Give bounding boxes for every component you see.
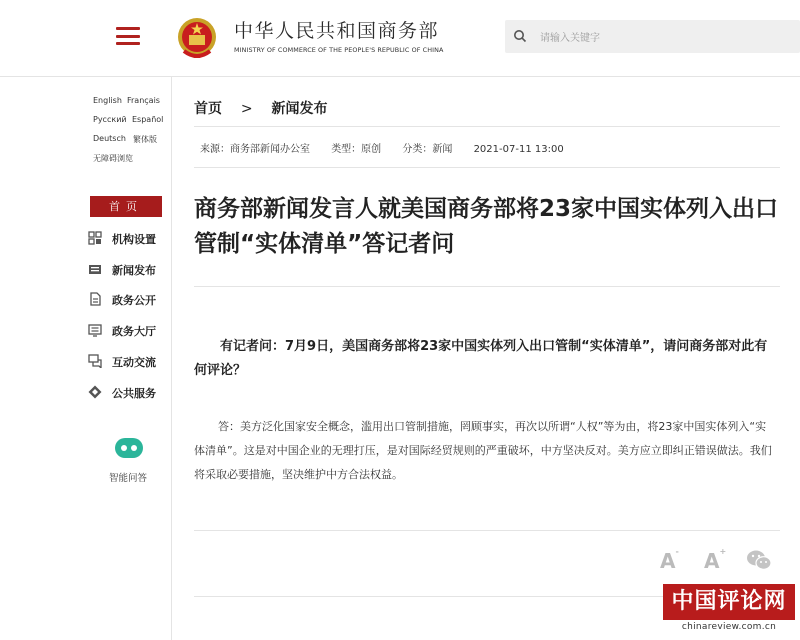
lang-traditional[interactable]: 繁体版: [133, 135, 157, 144]
meta-category: 分类：新闻: [402, 144, 453, 155]
font-larger-button[interactable]: [704, 549, 726, 573]
sidebar-item-label: 政务大厅: [112, 325, 156, 338]
search-icon[interactable]: [513, 29, 527, 43]
font-smaller-label: A: [660, 549, 676, 573]
sidebar-item-label: 公共服务: [112, 387, 156, 400]
breadcrumb: [194, 98, 341, 118]
wechat-icon[interactable]: [746, 549, 772, 571]
lang-russian[interactable]: Русский: [93, 115, 127, 124]
document-icon: [88, 292, 102, 306]
sidebar-divider: [171, 77, 172, 640]
lang-english[interactable]: English: [93, 96, 122, 105]
article-answer: 答：美方泛化国家安全概念，滥用出口管制措施，罔顾事实，再次以所谓“人权”等为由，将23家中国实体列入“实体清单”。这是对中国企业的无理打压，是对国际经贸规则的严重破坏，中方坚决反对。美方应立即纠正错误做法。我们将采取必要措施，坚决维护中方合法权益。: [194, 420, 772, 481]
chat-icon: [88, 354, 102, 368]
lang-french[interactable]: Français: [127, 96, 160, 105]
lang-accessible[interactable]: 无障碍浏览: [93, 154, 133, 163]
sidebar-item-label: 互动交流: [112, 356, 156, 369]
hall-icon: [88, 323, 102, 337]
sidebar-item-label: 新闻发布: [112, 264, 156, 277]
body-divider: [194, 530, 780, 531]
breadcrumb-home[interactable]: 首页: [194, 101, 222, 117]
national-emblem-icon[interactable]: [176, 15, 218, 61]
site-header: [0, 0, 800, 77]
breadcrumb-divider: [194, 126, 780, 127]
font-smaller-button[interactable]: [660, 549, 679, 573]
watermark-url: chinareview.com.cn: [681, 622, 777, 632]
lang-spanish[interactable]: Español: [132, 115, 164, 124]
meta-source: 来源：商务部新闻办公室: [200, 144, 310, 155]
service-icon: [88, 385, 102, 399]
font-larger-sup: +: [719, 547, 727, 556]
article-title: 商务部新闻发言人就美国商务部将23家中国实体列入出口管制“实体清单”答记者问: [194, 196, 779, 257]
breadcrumb-current[interactable]: 新闻发布: [271, 101, 328, 117]
meta-type: 类型：原创: [331, 144, 382, 155]
lang-german[interactable]: Deutsch: [93, 134, 126, 143]
font-larger-label: A: [704, 549, 720, 573]
sidebar-item-label: 政务公开: [112, 294, 156, 307]
watermark-text: 中国评论网: [663, 584, 795, 620]
watermark: [663, 584, 795, 638]
news-icon: [88, 262, 102, 276]
site-subtitle: MINISTRY OF COMMERCE OF THE PEOPLE'S REPUBLIC OF CHINA: [234, 46, 444, 54]
title-divider: [194, 286, 780, 287]
meta-date: 2021-07-11 13:00: [473, 144, 564, 155]
org-grid-icon: [88, 231, 102, 245]
site-name[interactable]: 中华人民共和国商务部: [234, 20, 440, 42]
article-question: 有记者问：7月9日，美国商务部将23家中国实体列入出口管制“实体清单”，请问商务部对此有何评论？: [194, 339, 768, 378]
search-placeholder[interactable]: 请输入关键字: [540, 33, 600, 44]
sidebar-item-label: 机构设置: [112, 233, 156, 246]
sidebar-home-button[interactable]: 首页: [90, 196, 162, 217]
assistant-label[interactable]: 智能问答: [109, 473, 148, 484]
hamburger-menu-icon[interactable]: [116, 27, 140, 45]
article-meta: [200, 140, 582, 155]
breadcrumb-separator: >: [240, 101, 253, 117]
font-smaller-sup: -: [675, 547, 679, 556]
robot-icon[interactable]: [113, 436, 145, 460]
meta-divider: [194, 167, 780, 168]
